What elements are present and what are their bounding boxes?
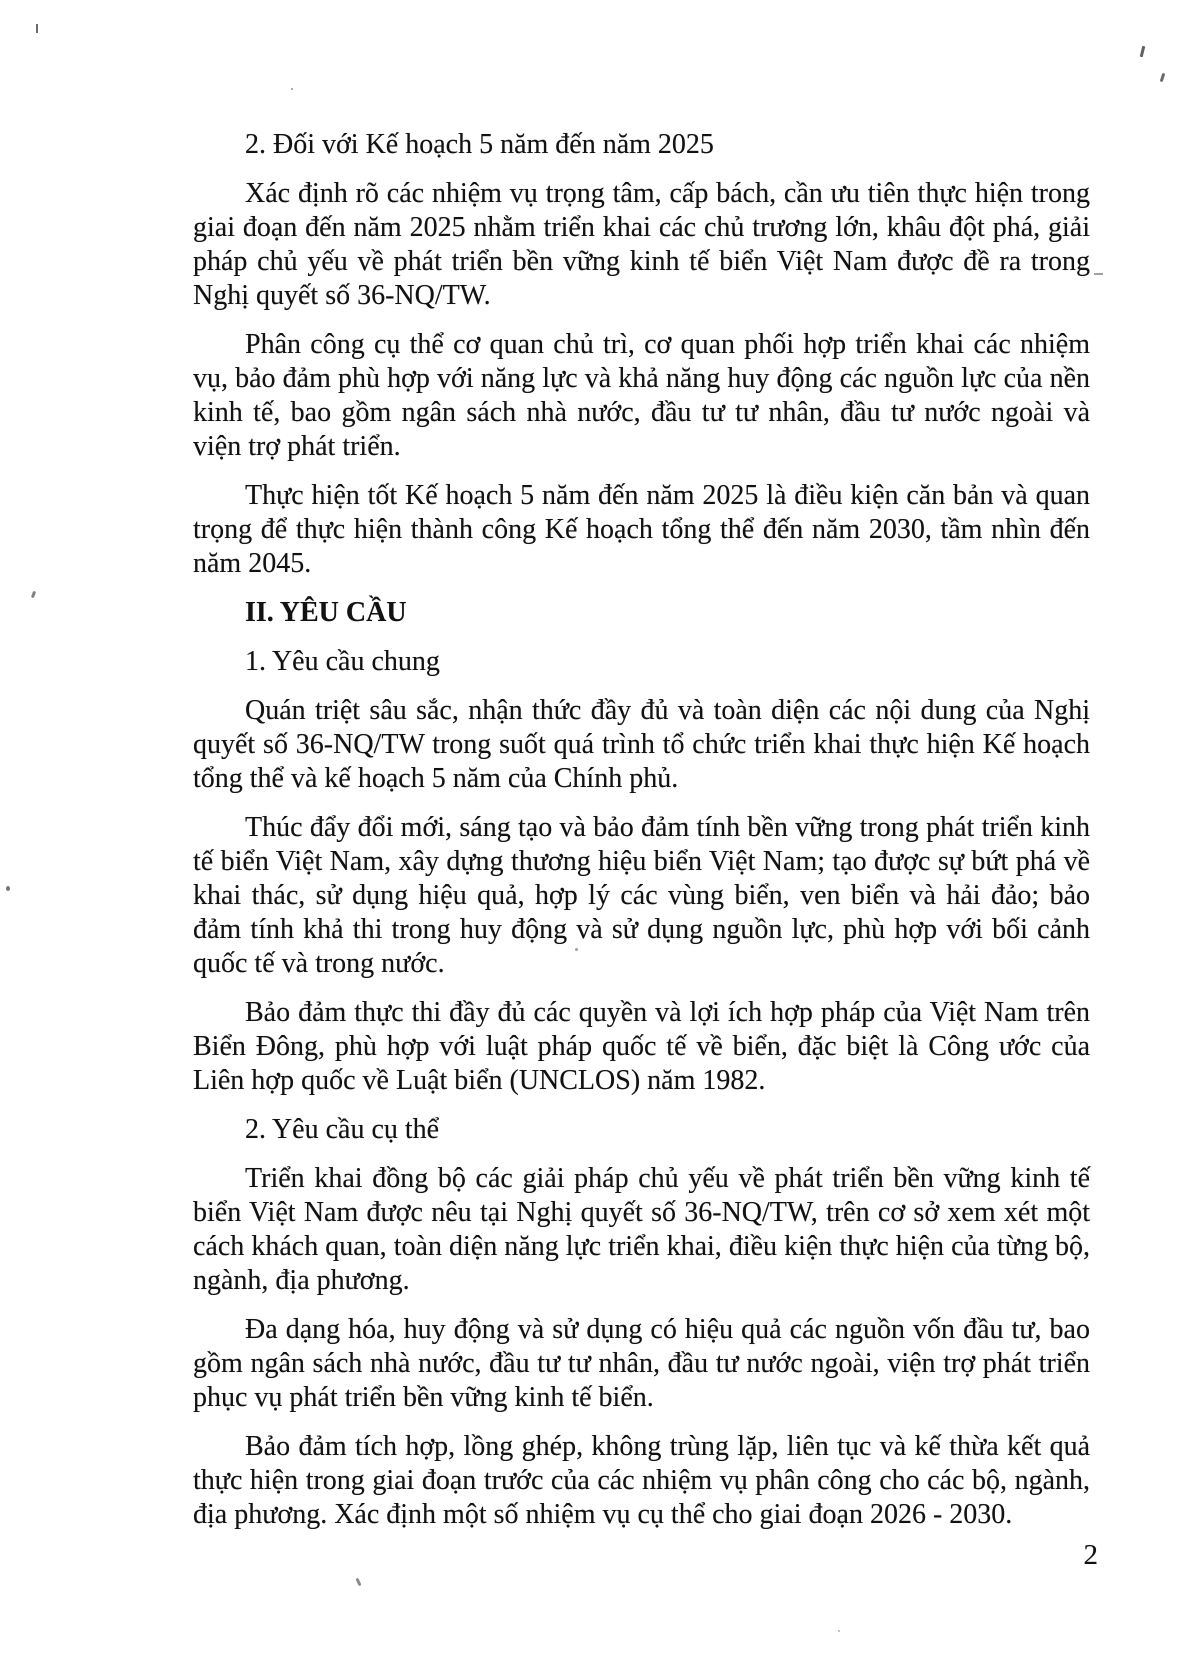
paragraph-thuc-hien-tot: Thực hiện tốt Kế hoạch 5 năm đến năm 2025 là điều kiện căn bản và quan trọng để thực hiện thành công Kế hoạch tổng thể đến năm 2030, tầm nhìn đến năm 2045. [193,480,1090,579]
scan-artifact [355,1578,361,1587]
scan-artifact [1140,46,1146,57]
paragraph-thuc-day: Thúc đẩy đổi mới, sáng tạo và bảo đảm tính bền vững trong phát triển kinh tế biển Việt Nam, xây dựng thương hiệu biển Việt Nam; tạo được sự bứt phá về khai thác, sử dụng hiệu quả, hợp lý các vùng biển, ven biển và hải đảo; bảo đảm tính khả thi trong huy động và sử dụng nguồn lực, phù hợp với bối cảnh quốc tế và trong nước. [193,812,1090,979]
scan-artifact [1160,73,1166,82]
scan-artifact [575,948,578,951]
paragraph-quan-triet: Quán triệt sâu sắc, nhận thức đầy đủ và toàn diện các nội dung của Nghị quyết số 36-NQ/TW trong suốt quá trình tổ chức triển khai thực hiện Kế hoạch tổng thể và kế hoạch 5 năm của Chính phủ. [193,695,1090,794]
scan-artifact [6,886,10,891]
paragraph-phan-cong: Phân công cụ thể cơ quan chủ trì, cơ quan phối hợp triển khai các nhiệm vụ, bảo đảm phù hợp với năng lực và khả năng huy động các nguồn lực của nền kinh tế, bao gồm ngân sách nhà nước, đầu tư tư nhân, đầu tư nước ngoài và viện trợ phát triển. [193,329,1090,462]
paragraph-bao-dam-thuc-thi: Bảo đảm thực thi đầy đủ các quyền và lợi ích hợp pháp của Việt Nam trên Biển Đông, phù hợp với luật pháp quốc tế về biển, đặc biệt là Công ước của Liên hợp quốc về Luật biển (UNCLOS) năm 1982. [193,997,1090,1096]
scan-artifact [1094,273,1103,275]
document-body [193,128,1090,1547]
paragraph-da-dang-hoa: Đa dạng hóa, huy động và sử dụng có hiệu quả các nguồn vốn đầu tư, bao gồm ngân sách nhà nước, đầu tư tư nhân, đầu tư nước ngoài, viện trợ phát triển phục vụ phát triển bền vững kinh tế biển. [193,1314,1090,1413]
numbered-heading-plan-2025: 2. Đối với Kế hoạch 5 năm đến năm 2025 [245,129,714,160]
scan-artifact [36,24,38,33]
numbered-heading-yeu-cau-cu-the: 2. Yêu cầu cụ thể [245,1114,440,1145]
paragraph-bao-dam-tich-hop: Bảo đảm tích hợp, lồng ghép, không trùng lặp, liên tục và kế thừa kết quả thực hiện trong giai đoạn trước của các nhiệm vụ phân công cho các bộ, ngành, địa phương. Xác định một số nhiệm vụ cụ thể cho giai đoạn 2026 - 2030. [193,1431,1090,1530]
section-heading-yeu-cau: II. YÊU CẦU [245,597,407,628]
scan-artifact [291,88,293,90]
scan-artifact [31,591,36,599]
numbered-heading-yeu-cau-chung: 1. Yêu cầu chung [245,646,440,677]
page-number: 2 [1083,1539,1098,1571]
paragraph-trien-khai: Triển khai đồng bộ các giải pháp chủ yếu về phát triển bền vững kinh tế biển Việt Nam được nêu tại Nghị quyết số 36-NQ/TW, trên cơ sở xem xét một cách khách quan, toàn diện năng lực triển khai, điều kiện thực hiện của từng bộ, ngành, địa phương. [193,1163,1090,1296]
scan-artifact [838,1630,840,1632]
paragraph-xac-dinh: Xác định rõ các nhiệm vụ trọng tâm, cấp bách, cần ưu tiên thực hiện trong giai đoạn đến năm 2025 nhằm triển khai các chủ trương lớn, khâu đột phá, giải pháp chủ yếu về phát triển bền vững kinh tế biển Việt Nam được đề ra trong Nghị quyết số 36-NQ/TW. [193,178,1090,311]
